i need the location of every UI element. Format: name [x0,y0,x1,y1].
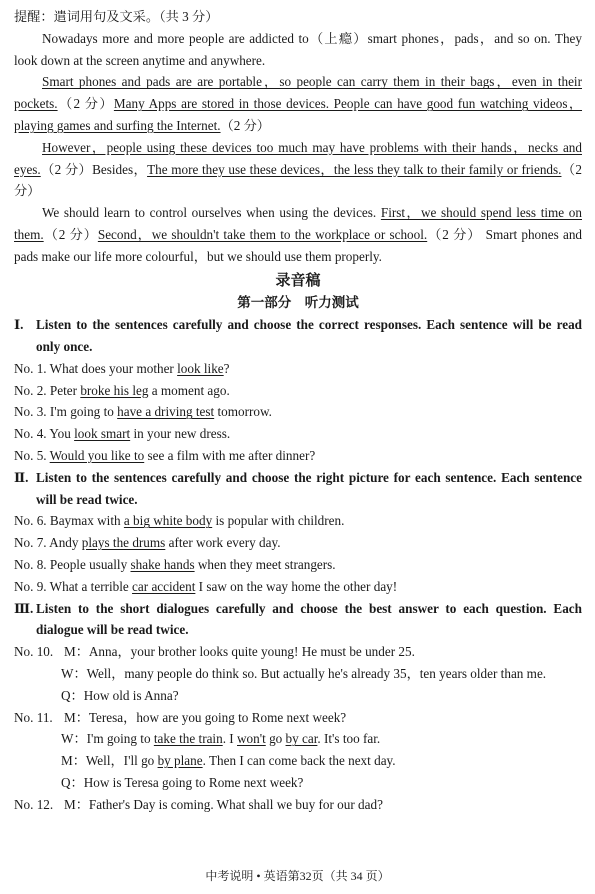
section-number: Ⅰ. [14,317,24,333]
item-number: No. 10. [14,644,54,660]
page-title: 录音稿 [275,272,321,289]
dialogue-line [14,641,582,663]
list-item [14,554,582,576]
dialogue-line: W：Well，many people do think so. But actually he's already 35，ten years older than me. [61,665,547,681]
score-mark: （2 分） [220,117,270,133]
dialogue-text: . Then I can come back the next day. [202,753,396,769]
item-text: after work every day. [165,535,281,551]
underlined-sentence: Smart phones and pads are are portable，so people can carry them in their bags，even in their pockets. [14,74,582,112]
item-text: You [46,426,75,442]
item-text: a moment ago. [148,382,230,398]
list-item [14,532,582,554]
underlined-phrase: look like [177,360,224,376]
item-number: No. 12. [14,796,54,812]
item-text: Peter [46,382,81,398]
item-text: I'm going to [46,404,118,420]
dialogue-line [14,794,582,816]
list-item [14,380,582,402]
list-item [14,445,582,467]
score-mark: （2 分） [43,226,98,242]
list-item [14,510,582,532]
list-item [14,358,582,380]
section-instruction: Listen to the short dialogues carefully and choose the best answer to each question. Each dialogue will be read twice. [36,600,582,638]
list-item [14,423,582,445]
dialogue-text: W：I'm going to [61,731,154,747]
item-text: Baymax with [46,513,124,529]
section-heading-2 [14,467,582,511]
dialogue-line [14,750,582,772]
score-mark: （2 分） [14,161,582,199]
item-number: No. 4. [14,426,47,442]
item-number: No. 8. [14,556,47,572]
underlined-phrase: plays the drums [81,535,166,551]
underlined-phrase: by plane [157,753,203,769]
essay-paragraph-1: Nowadays more and more people are addicted to（上瘾）smart phones，pads，and so on. They look down at the screen anytime and anywhere. [14,30,582,68]
item-number: No. 11. [14,709,53,725]
section-number: Ⅲ. [14,600,34,616]
underlined-phrase: won't [237,731,266,747]
essay-paragraph-3 [14,137,582,202]
essay-text: We should learn to control ourselves when using the devices. [42,205,381,221]
underlined-sentence: The more they use these devices，the less they talk to their family or friends. [147,161,562,177]
underlined-phrase: by car [285,731,318,747]
essay-paragraph-2 [14,71,582,136]
underlined-phrase: a big white body [123,513,213,529]
document-page [14,6,582,815]
item-number: No. 5. [14,447,47,463]
item-text: when they meet strangers. [194,556,336,572]
item-number: No. 2. [14,382,47,398]
underlined-phrase: car accident [132,578,196,594]
dialogue-text: M：Teresa，how are you going to Rome next week? [64,709,347,725]
underlined-phrase: have a driving test [117,404,215,420]
underlined-phrase: Would you like to [49,447,145,463]
list-item [14,576,582,598]
item-text: What a terrible [46,578,133,594]
item-number: No. 1. [14,360,47,376]
page-footer: 中考说明 • 英语第32页（共 34 页） [205,869,390,883]
item-text: People usually [46,556,131,572]
score-mark: （2 分）Besides， [40,161,148,177]
scoring-tip: 提醒：遣词用句及文采。（共 3 分） [14,9,219,24]
item-text: Andy [46,535,82,551]
item-number: No. 3. [14,404,47,420]
dialogue-text: . I [222,731,237,747]
underlined-sentence: Many Apps are stored in those devices. People can have good fun watching videos，playing games and surfing the Internet. [14,96,583,133]
item-text: What does your mother [46,360,178,376]
underlined-sentence: However，people using these devices too much may have problems with their hands，necks and eyes. [14,139,582,177]
part-subtitle: 第一部分 听力测试 [237,295,359,311]
item-text: tomorrow. [214,404,272,420]
dialogue-text: M：Anna，your brother looks quite young! He must be under 25. [64,644,415,660]
section-number: Ⅱ. [14,469,29,485]
essay-paragraph-4 [14,202,582,267]
section-instruction: Listen to the sentences carefully and choose the right picture for each sentence. Each sentence will be read twice. [36,469,582,507]
item-number: No. 9. [14,578,47,594]
dialogue-line [14,728,582,750]
dialogue-text: go [265,731,286,747]
item-number: No. 7. [14,535,47,551]
underlined-phrase: take the train [153,731,223,747]
item-text: see a film with me after dinner? [144,447,316,463]
dialogue-text: . It's too far. [317,731,381,747]
section-instruction: Listen to the sentences carefully and choose the correct responses. Each sentence will be read only once. [36,317,582,354]
item-number: No. 6. [14,513,47,529]
item-text: ? [223,360,230,376]
section-heading-1 [14,314,582,358]
list-item [14,401,582,423]
score-mark: （2 分） [57,96,114,112]
underlined-sentence: Second，we shouldn't take them to the workplace or school. [97,226,428,242]
dialogue-question: Q：How is Teresa going to Rome next week? [61,774,304,790]
underlined-phrase: look smart [74,426,131,442]
dialogue-text: M：Father's Day is coming. What shall we buy for our dad? [64,796,383,812]
dialogue-question: Q：How old is Anna? [61,687,179,703]
item-text: I saw on the way home the other day! [195,578,398,594]
dialogue-line [14,707,582,729]
underlined-sentence: First，we should spend less time on them. [14,205,582,242]
item-text: is popular with children. [212,513,345,529]
item-text: in your new dress. [130,426,231,442]
essay-text: （2 分） Smart phones and pads make our life more colourful，but we should use them properly. [14,226,583,264]
section-heading-3 [14,598,582,642]
underlined-phrase: shake hands [130,556,195,572]
underlined-phrase: broke his leg [80,382,149,398]
dialogue-text: M：Well，I'll go [61,753,158,769]
